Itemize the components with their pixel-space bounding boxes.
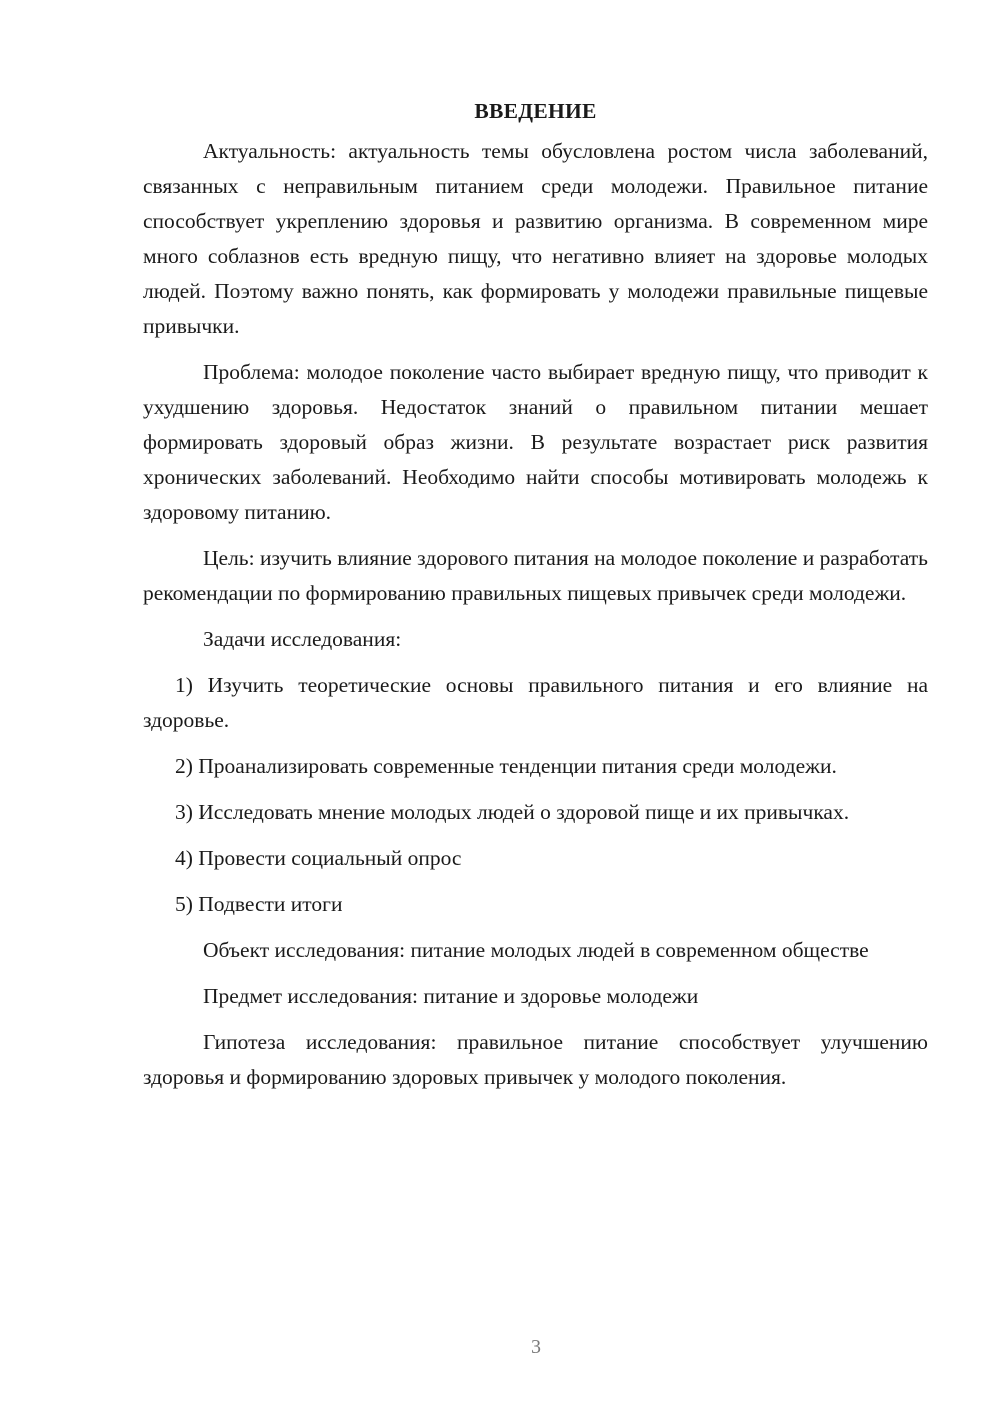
tasks-heading: Задачи исследования: xyxy=(203,627,402,651)
paragraph-hypothesis: Гипотеза исследования: правильное питание способствует улучшению здоровья и формированию здоровых привычек у молодого поколения. xyxy=(143,1030,928,1089)
task-item-3: 3) Исследовать мнение молодых людей о здоровой пище и их привычках. xyxy=(175,800,850,824)
task-item-4: 4) Провести социальный опрос xyxy=(175,846,462,870)
task-item-2: 2) Проанализировать современные тенденции питания среди молодежи. xyxy=(175,754,837,778)
paragraph-goal: Цель: изучить влияние здорового питания на молодое поколение и разработать рекомендации по формированию правильных пищевых привычек среди молодежи. xyxy=(143,546,928,605)
paragraph-object: Объект исследования: питание молодых людей в современном обществе xyxy=(203,938,869,962)
task-item-1: 1) Изучить теоретические основы правильного питания и его влияние на здоровье. xyxy=(143,673,928,732)
paragraph-relevance: Актуальность: актуальность темы обусловлена ростом числа заболеваний, связанных с неправильным питанием среди молодежи. Правильное питание способствует укреплению здоровья и развитию организма. В современном мире много соблазнов есть вредную пищу, что негативно влияет на здоровье молодых людей. Поэтому важно понять, как формировать у молодежи правильные пищевые привычки. xyxy=(143,139,928,338)
page-title: ВВЕДЕНИЕ xyxy=(474,99,597,123)
page-number: 3 xyxy=(531,1336,541,1358)
document-body xyxy=(143,96,928,1106)
paragraph-subject: Предмет исследования: питание и здоровье молодежи xyxy=(203,984,699,1008)
task-item-5: 5) Подвести итоги xyxy=(175,892,343,916)
paragraph-problem: Проблема: молодое поколение часто выбирает вредную пищу, что приводит к ухудшению здоровья. Недостаток знаний о правильном питании мешает формировать здоровый образ жизни. В результате возрастает риск развития хронических заболеваний. Необходимо найти способы мотивировать молодежь к здоровому питанию. xyxy=(143,360,928,524)
